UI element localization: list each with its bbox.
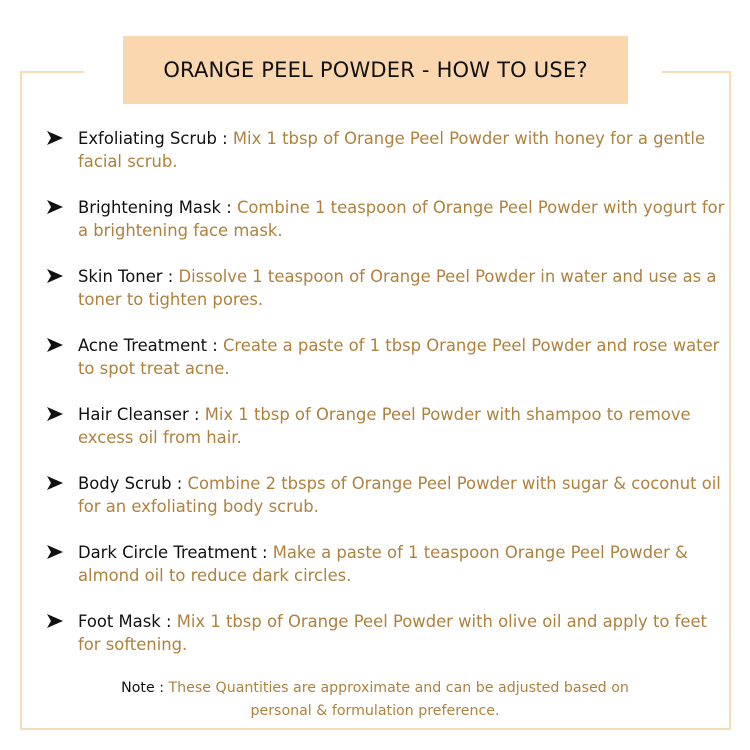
item-label: Body Scrub :	[78, 474, 183, 493]
arrow-bullet-icon	[47, 200, 63, 214]
item-label: Exfoliating Scrub :	[78, 129, 228, 148]
list-item	[47, 541, 727, 610]
title-banner	[123, 36, 628, 104]
item-text: Combine 2 tbsps of Orange Peel Powder with sugar & coconut oil for an exfoliating body scrub.	[78, 474, 721, 516]
item-text: Combine 1 teaspoon of Orange Peel Powder with yogurt for a brightening face mask.	[78, 198, 725, 240]
item-text: Create a paste of 1 tbsp Orange Peel Powder and rose water to spot treat acne.	[78, 336, 720, 378]
arrow-bullet-icon	[47, 269, 63, 283]
list-item	[47, 472, 727, 541]
footnote	[95, 677, 655, 723]
list-item	[47, 610, 727, 679]
arrow-bullet-icon	[47, 614, 63, 628]
page-title: ORANGE PEEL POWDER - HOW TO USE?	[163, 58, 588, 82]
item-text: Mix 1 tbsp of Orange Peel Powder with olive oil and apply to feet for softening.	[78, 612, 707, 654]
item-text: Dissolve 1 teaspoon of Orange Peel Powder in water and use as a toner to tighten pores.	[78, 267, 717, 309]
arrow-bullet-icon	[47, 407, 63, 421]
item-label: Acne Treatment :	[78, 336, 218, 355]
list-item	[47, 265, 727, 334]
item-text: Make a paste of 1 teaspoon Orange Peel Powder & almond oil to reduce dark circles.	[78, 543, 688, 585]
list-item	[47, 334, 727, 403]
item-label: Dark Circle Treatment :	[78, 543, 268, 562]
item-text: Mix 1 tbsp of Orange Peel Powder with honey for a gentle facial scrub.	[78, 129, 706, 171]
arrow-bullet-icon	[47, 545, 63, 559]
note-text: These Quantities are approximate and can be adjusted based on personal & formulation preference.	[168, 680, 629, 719]
item-label: Hair Cleanser :	[78, 405, 200, 424]
item-text: Mix 1 tbsp of Orange Peel Powder with shampoo to remove excess oil from hair.	[78, 405, 691, 447]
usage-list	[47, 127, 727, 679]
list-item	[47, 127, 727, 196]
arrow-bullet-icon	[47, 131, 63, 145]
item-label: Foot Mask :	[78, 612, 172, 631]
arrow-bullet-icon	[47, 476, 63, 490]
list-item	[47, 403, 727, 472]
list-item	[47, 196, 727, 265]
item-label: Brightening Mask :	[78, 198, 232, 217]
note-label: Note :	[121, 680, 164, 696]
item-label: Skin Toner :	[78, 267, 174, 286]
arrow-bullet-icon	[47, 338, 63, 352]
